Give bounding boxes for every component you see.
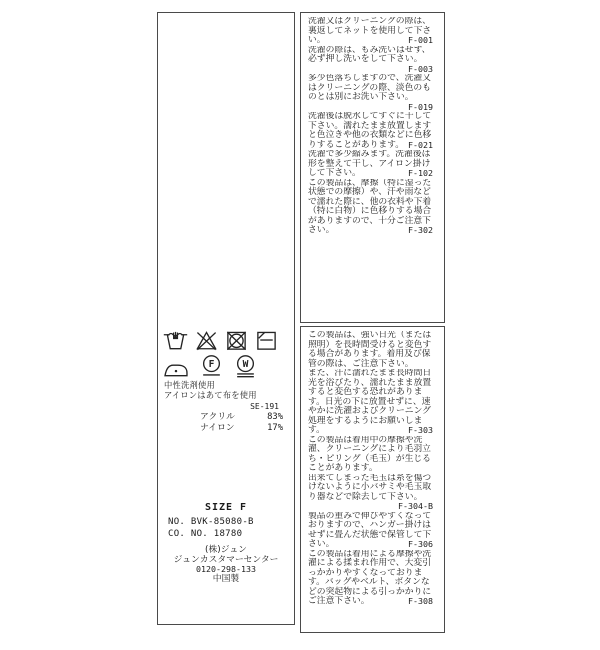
hand-wash-icon [163, 329, 188, 352]
care-symbols-row-1 [163, 329, 278, 352]
care-instruction-text: この製品は着用による摩擦や洗濯による揉まれ作用で、大変引っかかりやすくなっております。バッグやベルト、ボタンなどの突起物による引っかかりにご注意下さい。 [308, 549, 432, 606]
care-notes [164, 380, 257, 400]
do-not-bleach-icon [195, 329, 218, 352]
dry-flat-in-shade-icon [255, 329, 278, 352]
wet-clean-gentle-icon [234, 354, 257, 379]
care-instruction-text: 洗濯又はクリーニングの際は、裏返してネットを使用して下さい。 [308, 17, 432, 45]
customer-center: ジュンカスタマーセンター [173, 554, 279, 565]
phone-number: 0120-298-133 [196, 564, 256, 575]
right-care-tag-top [300, 12, 445, 323]
iron-low-heat-icon [163, 358, 189, 379]
svg-text:F: F [208, 359, 215, 371]
care-instruction [308, 17, 433, 46]
care-instruction [308, 369, 433, 436]
care-instruction-text: この製品は、摩擦（特に湿った状態での摩擦）や、汗や雨などで濡れた際に、他の衣料や下着（特に白物）に色移りする場合がありますので、十分ご注意下さい。 [308, 178, 432, 235]
care-instruction [308, 74, 433, 112]
care-instruction [308, 150, 433, 179]
item-number: NO. BVK-85080-B [168, 517, 254, 527]
care-instruction-text: この製品は着用中の摩擦や洗濯、クリーニングにより毛羽立ち・ピリング（毛玉）が生じることがあります。 [308, 435, 431, 473]
care-instruction-text: また、汗に濡れたまま長時間日光を浴びたり、濡れたまま放置すると変色する恐れがあります。日光の下に放置せずに、速やかに洗濯およびクリーニング処理をするようにお願いします。 [308, 369, 432, 435]
care-instruction-text: 多少色落ちしますので、洗濯又はクリーニングの際、淡色のものとは別にお洗い下さい。 [308, 74, 431, 102]
care-code: F-303 [408, 425, 433, 435]
care-note-line: アイロンはあて布を使用 [164, 390, 257, 400]
care-instruction [308, 112, 433, 150]
svg-text:W: W [242, 359, 249, 371]
care-code: F-001 [408, 35, 433, 45]
co-number: CO. NO. 18780 [168, 529, 243, 539]
care-code: F-302 [408, 225, 433, 235]
care-instruction-text: 洗濯で多少縮みます。洗濯後は形を整えて干し、アイロン掛けして下さい。 [308, 150, 431, 178]
care-note-line: 中性洗剤使用 [164, 380, 215, 390]
care-instruction-text: 出来てしまった毛玉は糸を傷つけないように小バサミや毛玉取り器などで除去して下さい。 [308, 473, 432, 502]
do-not-tumble-dry-icon [225, 329, 248, 352]
composition-row [158, 412, 294, 423]
care-instruction [308, 46, 433, 75]
care-instruction-text: 洗濯の際は、もみ洗いはせず、必ず押し洗いをして下さい。 [308, 45, 431, 64]
care-code: F-306 [408, 539, 433, 549]
care-instruction-list-1 [301, 13, 444, 236]
care-instruction [308, 331, 433, 369]
care-code: F-304-B [398, 501, 433, 511]
care-symbols-row-2 [163, 354, 257, 379]
care-instruction [308, 474, 433, 512]
care-code: F-308 [408, 596, 433, 606]
right-care-tag-bottom [300, 326, 445, 633]
care-instruction-text: この製品は、強い日光（または照明）を長時間受けると変色する場合があります。着用及び保管の際は、ご注意下さい。 [308, 331, 432, 369]
company-name: (株)ジュン [205, 545, 247, 555]
material-percent: 17% [267, 422, 283, 433]
care-instruction-text: 洗濯後は脱水してすぐに干して下さい。濡れたまま放置しますと色泣きや他の衣類などに色移りすることがあります。 [308, 112, 432, 150]
country-of-origin: 中国製 [212, 573, 240, 584]
company-block [158, 546, 294, 584]
care-code: F-102 [408, 168, 433, 178]
care-code: F-003 [408, 63, 433, 74]
care-instruction-list-2 [301, 327, 444, 607]
material-name: ナイロン [200, 422, 235, 433]
size-label: SIZE F [204, 502, 248, 513]
care-instruction [308, 436, 433, 474]
care-instruction [308, 179, 433, 236]
dry-clean-petroleum-icon [200, 354, 223, 379]
label-ref-code: SE-191 [250, 402, 279, 411]
material-name: アクリル [200, 412, 235, 422]
composition-table [158, 412, 294, 433]
care-code: F-021 [408, 139, 433, 150]
care-instruction [308, 550, 433, 607]
composition-row [158, 423, 294, 434]
care-instruction [308, 512, 433, 550]
care-code: F-019 [408, 101, 433, 112]
material-percent: 83% [267, 412, 283, 422]
care-instruction-text: 製品の重みで伸びやすくなっておりますので、ハンガー掛けはせずに畳んだ状態で保管して下さい。 [308, 511, 432, 549]
left-care-tag [157, 12, 295, 625]
